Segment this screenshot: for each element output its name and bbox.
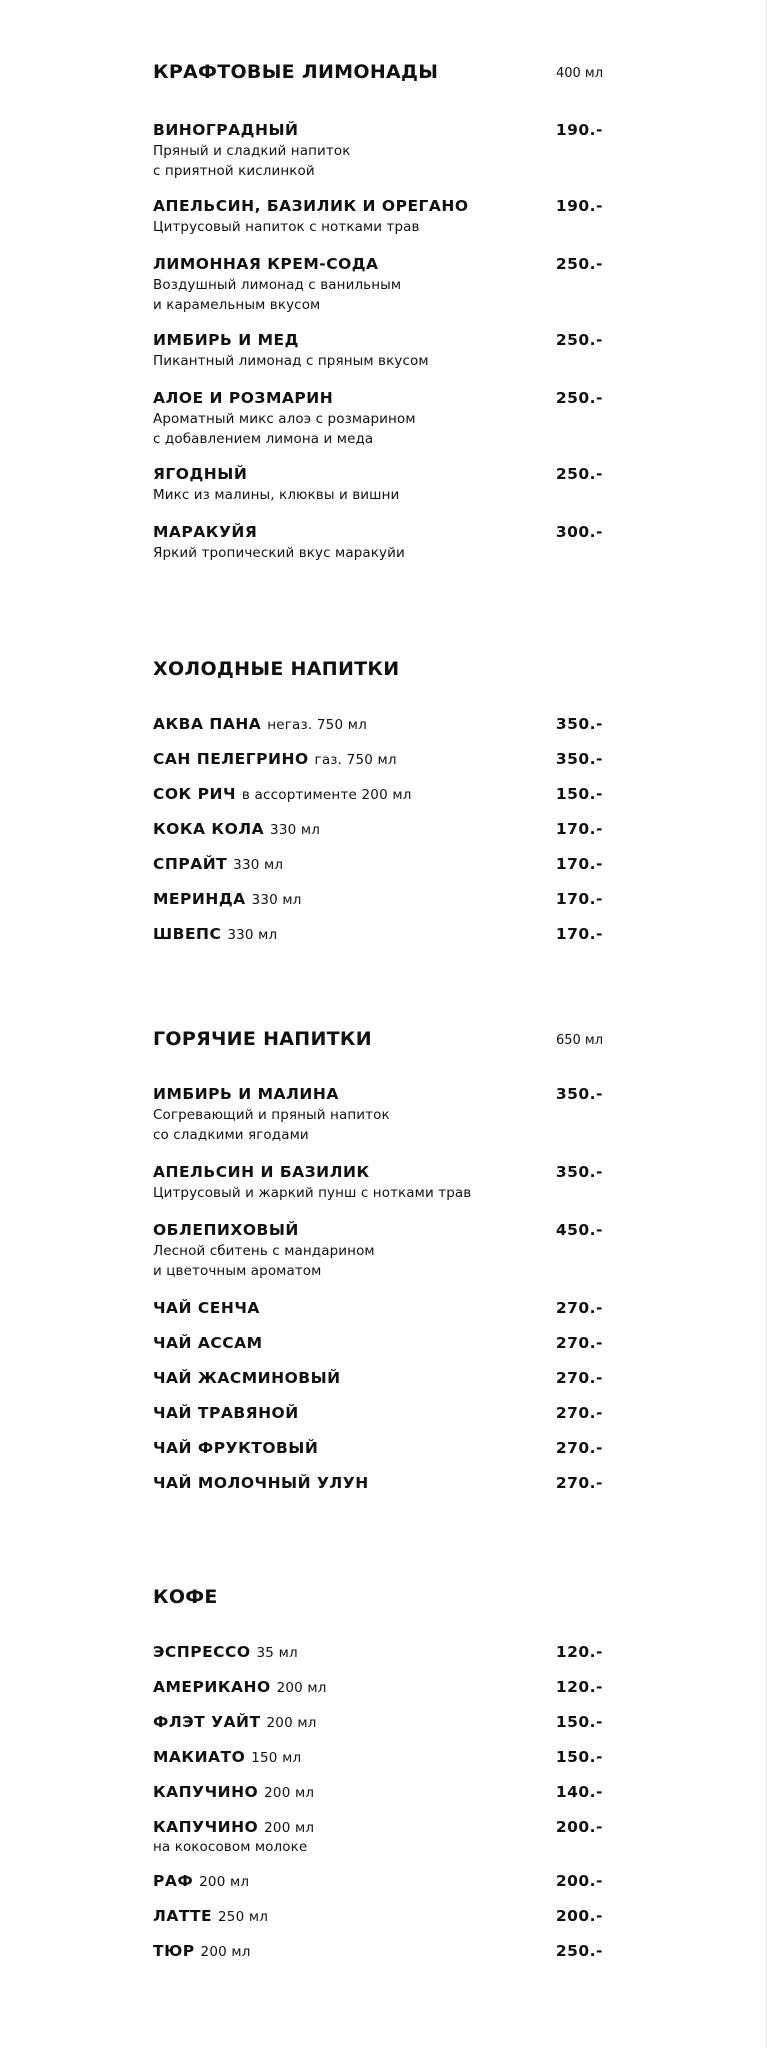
item-price: 270.- [555, 1404, 603, 1422]
item-description-line: Ароматный микс алоэ с розмарином [153, 411, 416, 427]
item-price: 150.- [555, 1713, 603, 1731]
item-price: 450.- [555, 1221, 603, 1239]
menu-item [153, 521, 603, 563]
menu-item [153, 1641, 603, 1676]
item-name-text: ЛАТТЕ [153, 1907, 213, 1925]
item-name: ЯГОДНЫЙ [153, 465, 248, 483]
item-name: ИМБИРЬ И МАЛИНА [153, 1085, 339, 1103]
menu-item [153, 783, 603, 818]
item-name: АПЕЛЬСИН, БАЗИЛИК И ОРЕГАНО [153, 197, 469, 215]
item-price: 350.- [555, 750, 603, 768]
menu-item [153, 713, 603, 748]
item-name [153, 1676, 603, 1699]
item-name [153, 1746, 603, 1769]
item-volume: 200 мл [276, 1680, 327, 1696]
menu-item [153, 748, 603, 783]
item-description-line: с приятной кислинкой [153, 163, 315, 179]
menu-item [153, 1219, 603, 1281]
section-header [153, 61, 603, 87]
item-description-line: Согревающий и пряный напиток [153, 1107, 390, 1123]
item-name [153, 783, 603, 806]
item-name: ЧАЙ АССАМ [153, 1334, 263, 1352]
item-volume: 200 мл [264, 1785, 315, 1801]
item-volume: 330 мл [227, 927, 278, 943]
menu-list [153, 1083, 603, 1507]
item-name: ИМБИРЬ И МЕД [153, 331, 299, 349]
item-price: 270.- [555, 1474, 603, 1492]
section-coffee [153, 1586, 603, 1975]
item-name [153, 713, 603, 736]
menu-list [153, 119, 603, 563]
item-price: 200.- [555, 1907, 603, 1925]
menu-item [153, 463, 603, 505]
item-price: 170.- [555, 855, 603, 873]
section-volume: 400 мл [555, 66, 603, 81]
item-volume: 250 мл [218, 1909, 269, 1925]
item-name: ЧАЙ СЕНЧА [153, 1299, 260, 1317]
item-price: 140.- [555, 1783, 603, 1801]
item-volume: в ассортименте 200 мл [241, 787, 412, 803]
item-volume: 330 мл [251, 892, 302, 908]
item-price: 200.- [555, 1818, 603, 1836]
item-volume: негаз. 750 мл [267, 717, 367, 733]
item-price: 350.- [555, 1163, 603, 1181]
item-name [153, 1641, 603, 1664]
item-price: 190.- [555, 121, 603, 139]
item-volume: 150 мл [251, 1750, 302, 1766]
item-description-line: на кокосовом молоке [153, 1839, 308, 1855]
item-name [153, 888, 603, 911]
item-name-text: РАФ [153, 1872, 194, 1890]
menu-item [153, 1905, 603, 1940]
menu-item [153, 195, 603, 237]
item-price: 120.- [555, 1678, 603, 1696]
item-volume: 330 мл [233, 857, 284, 873]
item-name: ОБЛЕПИХОВЫЙ [153, 1221, 299, 1239]
item-name: ЧАЙ ТРАВЯНОЙ [153, 1404, 299, 1422]
menu-item [153, 923, 603, 958]
item-name: АПЕЛЬСИН И БАЗИЛИК [153, 1163, 370, 1181]
item-price: 350.- [555, 1085, 603, 1103]
item-price: 350.- [555, 715, 603, 733]
item-description [153, 1183, 603, 1203]
section-header [153, 1586, 603, 1612]
item-description-line: и карамельным вкусом [153, 297, 321, 313]
item-volume: 200 мл [264, 1820, 315, 1836]
section-header [153, 1028, 603, 1054]
item-name-text: ШВЕПС [153, 925, 222, 943]
item-name: ЧАЙ ЖАСМИНОВЫЙ [153, 1369, 341, 1387]
item-volume: 35 мл [256, 1645, 298, 1661]
menu-item [153, 1781, 603, 1816]
item-name-text: МАКИАТО [153, 1748, 246, 1766]
item-name: ЛИМОННАЯ КРЕМ-СОДА [153, 255, 379, 273]
item-description-line: Пикантный лимонад с пряным вкусом [153, 353, 429, 369]
item-price: 120.- [555, 1643, 603, 1661]
menu-item [153, 253, 603, 315]
item-name [153, 1870, 603, 1893]
menu-list [153, 713, 603, 958]
item-description-line: Пряный и сладкий напиток [153, 143, 351, 159]
section-header [153, 658, 603, 684]
section-title: ГОРЯЧИЕ НАПИТКИ [153, 1028, 372, 1050]
item-description [153, 1839, 603, 1855]
item-name-text: АКВА ПАНА [153, 715, 262, 733]
item-description [153, 275, 603, 315]
menu-item [153, 1161, 603, 1203]
menu-item [153, 888, 603, 923]
menu-item [153, 1816, 603, 1870]
item-name-text: ЭСПРЕССО [153, 1643, 251, 1661]
item-description [153, 217, 603, 237]
item-price: 170.- [555, 925, 603, 943]
item-description-line: Яркий тропический вкус маракуйи [153, 545, 405, 561]
item-price: 300.- [555, 523, 603, 541]
item-description [153, 1105, 603, 1145]
menu-item [153, 1367, 603, 1402]
item-description [153, 351, 603, 371]
menu-item [153, 1437, 603, 1472]
item-description [153, 141, 603, 181]
item-volume: 200 мл [266, 1715, 317, 1731]
item-description [153, 1241, 603, 1281]
item-name-text: КАПУЧИНО [153, 1818, 259, 1836]
item-price: 250.- [555, 465, 603, 483]
item-description-line: Микс из малины, клюквы и вишни [153, 487, 400, 503]
item-description-line: с добавлением лимона и меда [153, 431, 374, 447]
item-price: 270.- [555, 1299, 603, 1317]
item-name [153, 748, 603, 771]
section-hot-drinks [153, 1028, 603, 1507]
item-price: 270.- [555, 1334, 603, 1352]
menu-item [153, 1711, 603, 1746]
item-name-text: СПРАЙТ [153, 855, 228, 873]
item-description [153, 485, 603, 505]
item-name-text: МЕРИНДА [153, 890, 246, 908]
item-name: АЛОЕ И РОЗМАРИН [153, 389, 334, 407]
item-volume: 200 мл [199, 1874, 250, 1890]
item-name: ЧАЙ МОЛОЧНЫЙ УЛУН [153, 1474, 369, 1492]
item-description-line: Воздушный лимонад с ванильным [153, 277, 402, 293]
item-name-text: САН ПЕЛЕГРИНО [153, 750, 309, 768]
item-name [153, 1905, 603, 1928]
item-price: 170.- [555, 820, 603, 838]
menu-item [153, 119, 603, 181]
menu-item [153, 1940, 603, 1975]
item-price: 200.- [555, 1872, 603, 1890]
menu-item [153, 853, 603, 888]
item-name [153, 1711, 603, 1734]
section-cold-drinks [153, 658, 603, 958]
menu-item [153, 1083, 603, 1145]
item-description-line: Цитрусовый напиток с нотками трав [153, 219, 420, 235]
item-price: 190.- [555, 197, 603, 215]
menu-item [153, 1746, 603, 1781]
section-title: КРАФТОВЫЕ ЛИМОНАДЫ [153, 61, 439, 83]
section-volume: 650 мл [555, 1033, 603, 1048]
item-name [153, 818, 603, 841]
item-name-text: КОКА КОЛА [153, 820, 265, 838]
item-price: 170.- [555, 890, 603, 908]
item-name [153, 923, 603, 946]
menu-item [153, 1297, 603, 1332]
item-name: ВИНОГРАДНЫЙ [153, 121, 299, 139]
item-name: МАРАКУЙЯ [153, 523, 258, 541]
item-name [153, 1940, 603, 1963]
item-name: ЧАЙ ФРУКТОВЫЙ [153, 1439, 319, 1457]
menu-item [153, 1870, 603, 1905]
menu-item [153, 1332, 603, 1367]
menu-list [153, 1641, 603, 1975]
item-price: 250.- [555, 389, 603, 407]
item-description [153, 543, 603, 563]
menu-item [153, 1676, 603, 1711]
item-description-line: со сладкими ягодами [153, 1127, 309, 1143]
item-name [153, 1816, 603, 1839]
item-price: 250.- [555, 255, 603, 273]
item-price: 150.- [555, 1748, 603, 1766]
item-name-text: КАПУЧИНО [153, 1783, 259, 1801]
menu-item [153, 387, 603, 449]
item-description-line: Цитрусовый и жаркий пунш с нотками трав [153, 1185, 472, 1201]
item-description [153, 409, 603, 449]
item-volume: 200 мл [200, 1944, 251, 1960]
item-name-text: ФЛЭТ УАЙТ [153, 1713, 261, 1731]
item-description-line: Лесной сбитень с мандарином [153, 1243, 375, 1259]
item-name-text: СОК РИЧ [153, 785, 236, 803]
menu-item [153, 329, 603, 371]
section-lemonades [153, 61, 603, 563]
item-price: 250.- [555, 331, 603, 349]
item-price: 150.- [555, 785, 603, 803]
item-name [153, 1781, 603, 1804]
item-volume: газ. 750 мл [314, 752, 397, 768]
menu-item [153, 1472, 603, 1507]
item-volume: 330 мл [270, 822, 321, 838]
item-name-text: ТЮР [153, 1942, 195, 1960]
item-description-line: и цветочным ароматом [153, 1263, 322, 1279]
item-price: 270.- [555, 1439, 603, 1457]
item-name-text: АМЕРИКАНО [153, 1678, 271, 1696]
item-price: 270.- [555, 1369, 603, 1387]
section-title: КОФЕ [153, 1586, 218, 1608]
item-price: 250.- [555, 1942, 603, 1960]
menu-item [153, 1402, 603, 1437]
section-title: ХОЛОДНЫЕ НАПИТКИ [153, 658, 400, 680]
item-name [153, 853, 603, 876]
menu-item [153, 818, 603, 853]
